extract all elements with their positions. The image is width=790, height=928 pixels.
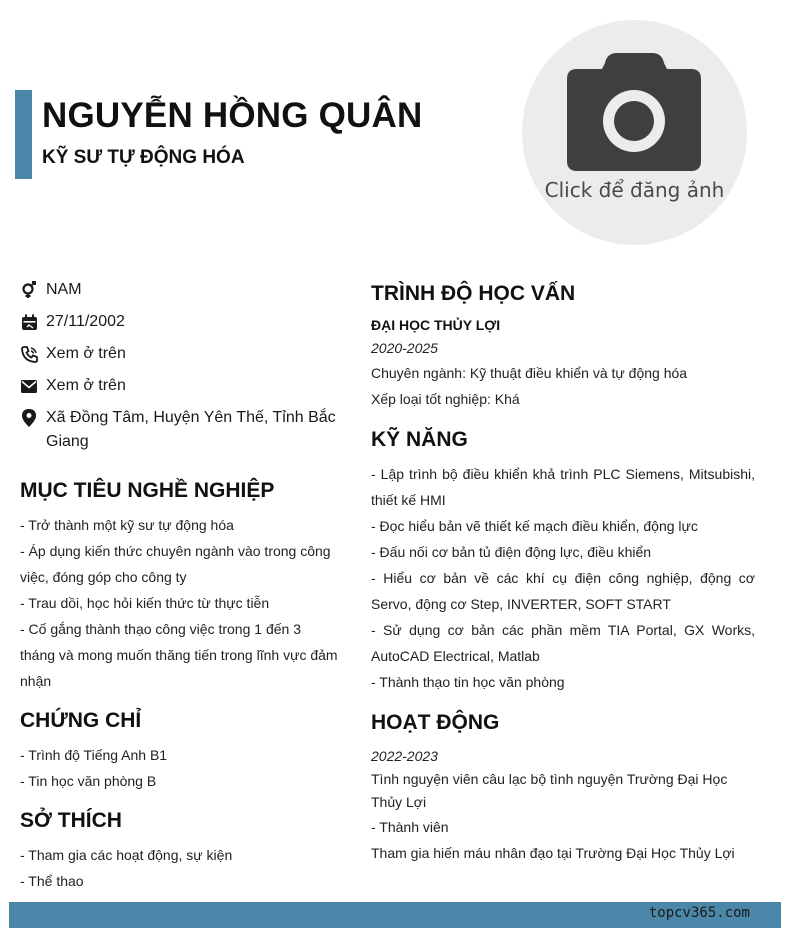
camera-icon bbox=[567, 53, 702, 171]
gender-icon bbox=[20, 278, 38, 302]
education-school: ĐẠI HỌC THỦY LỢI bbox=[371, 317, 501, 333]
right-column bbox=[371, 279, 755, 879]
objective-line: - Áp dụng kiến thức chuyên ngành vào trong công việc, đóng góp cho công ty bbox=[20, 543, 331, 585]
skill-line: - Lập trình bộ điều khiển khả trình PLC Siemens, Mitsubishi, thiết kế HMI bbox=[371, 466, 755, 508]
footer-bar bbox=[9, 902, 781, 928]
education-grade: Xếp loại tốt nghiệp: Khá bbox=[371, 391, 520, 407]
job-title: KỸ SƯ TỰ ĐỘNG HÓA bbox=[42, 147, 245, 168]
activity-organization: Tình nguyện viên câu lạc bộ tình nguyện Trường Đại Học Thủy Lợi bbox=[371, 771, 728, 810]
education-title: TRÌNH ĐỘ HỌC VẤN bbox=[371, 282, 576, 305]
phone-value: Xem ở trên bbox=[46, 345, 126, 362]
education-section bbox=[371, 279, 755, 412]
skills-section bbox=[371, 425, 755, 695]
skill-line: - Hiểu cơ bản về các khí cụ điện công nghiệp, động cơ Servo, động cơ Step, INVERTER, SOFT START bbox=[371, 570, 755, 612]
activity-period: 2022-2023 bbox=[371, 748, 438, 764]
certificates-section bbox=[20, 706, 338, 794]
birthday-value: 27/11/2002 bbox=[46, 313, 125, 330]
activities-section bbox=[371, 708, 755, 866]
skill-line: - Đấu nối cơ bản tủ điện động lực, điều khiển bbox=[371, 544, 652, 560]
info-address bbox=[20, 406, 340, 454]
left-column bbox=[20, 476, 338, 906]
activity-description: Tham gia hiến máu nhân đạo tại Trường Đại Học Thủy Lợi bbox=[371, 845, 735, 861]
activity-role: - Thành viên bbox=[371, 819, 449, 835]
hobby-line: - Tham gia các hoạt động, sự kiện bbox=[20, 847, 233, 863]
certificate-line: - Trình độ Tiếng Anh B1 bbox=[20, 747, 168, 763]
candidate-name: NGUYỄN HỒNG QUÂN bbox=[42, 96, 423, 135]
objective-line: - Trau dồi, học hỏi kiến thức từ thực tiễn bbox=[20, 595, 270, 611]
certificate-line: - Tin học văn phòng B bbox=[20, 773, 157, 789]
email-icon bbox=[20, 374, 38, 398]
footer-brand: topcv365.com bbox=[648, 905, 750, 921]
education-major: Chuyên ngành: Kỹ thuật điều khiển và tự động hóa bbox=[371, 365, 688, 381]
email-value: Xem ở trên bbox=[46, 377, 126, 394]
hobbies-title: SỞ THÍCH bbox=[20, 809, 122, 832]
objective-line: - Cố gắng thành thạo công việc trong 1 đến 3 tháng và mong muốn thăng tiến trong lĩnh vực đảm nhận bbox=[20, 621, 338, 689]
objective-line: - Trở thành một kỹ sư tự động hóa bbox=[20, 517, 234, 533]
certificates-title: CHỨNG CHỈ bbox=[20, 709, 142, 732]
skill-line: - Sử dụng cơ bản các phần mềm TIA Portal, GX Works, AutoCAD Electrical, Matlab bbox=[371, 622, 755, 664]
phone-icon bbox=[20, 342, 38, 366]
activities-title: HOẠT ĐỘNG bbox=[371, 711, 500, 734]
info-phone bbox=[20, 342, 340, 366]
info-birthday bbox=[20, 310, 340, 334]
objective-title: MỤC TIÊU NGHỀ NGHIỆP bbox=[20, 479, 275, 502]
objective-section bbox=[20, 476, 338, 694]
skills-title: KỸ NĂNG bbox=[371, 428, 468, 451]
personal-info bbox=[20, 278, 340, 462]
hobby-line: - Thể thao bbox=[20, 873, 84, 889]
photo-upload[interactable] bbox=[522, 20, 747, 245]
info-gender bbox=[20, 278, 340, 302]
address-value: Xã Đồng Tâm, Huyện Yên Thế, Tỉnh Bắc Giang bbox=[46, 409, 336, 450]
location-icon bbox=[20, 406, 38, 430]
name-accent-bar bbox=[15, 90, 32, 179]
hobbies-section bbox=[20, 806, 338, 894]
info-email bbox=[20, 374, 340, 398]
photo-upload-label: Click để đăng ảnh bbox=[544, 178, 725, 202]
education-period: 2020-2025 bbox=[371, 340, 438, 356]
skill-line: - Thành thạo tin học văn phòng bbox=[371, 674, 565, 690]
gender-value: NAM bbox=[46, 281, 82, 298]
calendar-icon bbox=[20, 310, 38, 334]
skill-line: - Đọc hiểu bản vẽ thiết kế mạch điều khiển, động lực bbox=[371, 518, 698, 534]
